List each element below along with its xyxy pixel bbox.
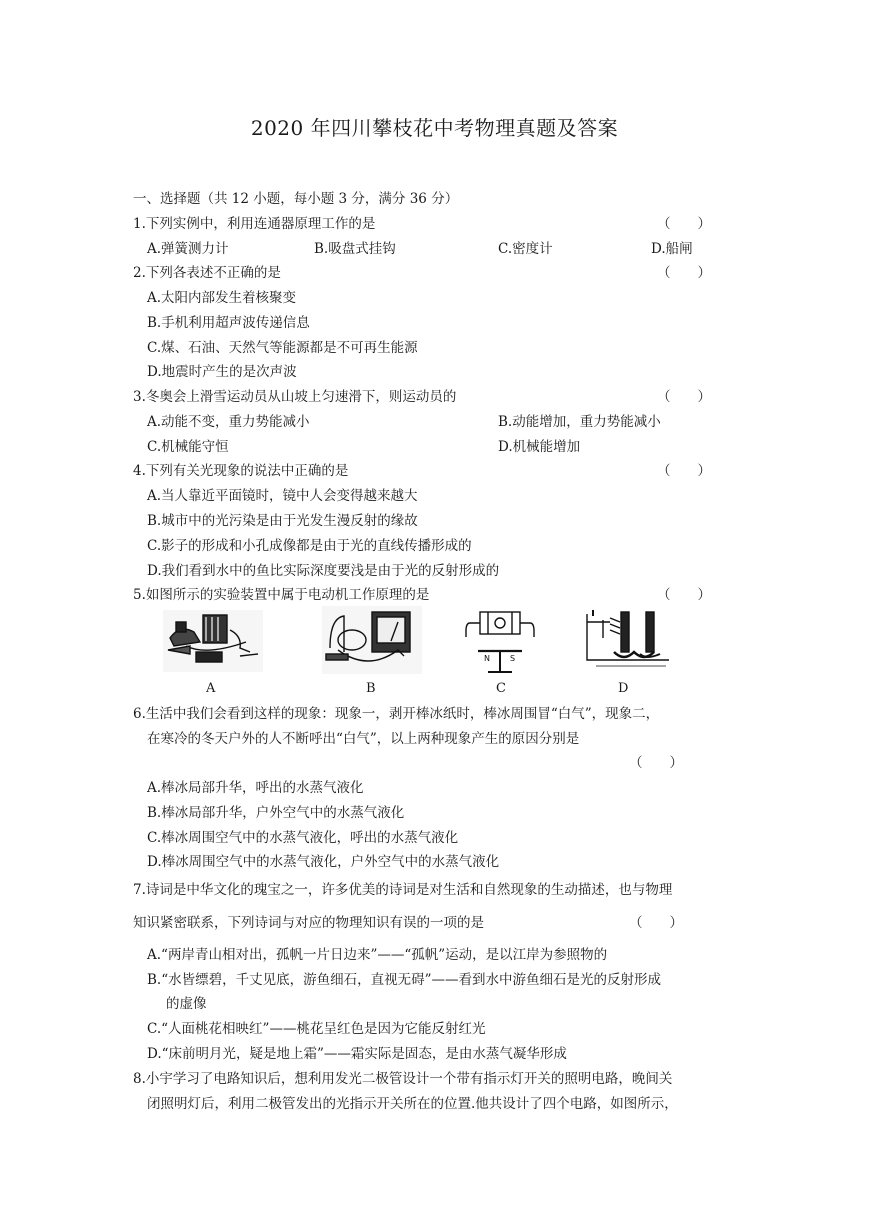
q3-option-d: D.机械能增加	[498, 439, 581, 455]
q6-answer-blank[interactable]: （ ）	[629, 755, 683, 771]
q7-option-b-cont: 的虚像	[166, 996, 207, 1012]
q3-option-c: C.机械能守恒	[147, 439, 229, 455]
q1-answer-blank[interactable]: （ ）	[657, 216, 711, 232]
q4-stem: 4.下列有关光现象的说法中正确的是	[133, 463, 349, 479]
q2-option-a: A.太阳内部发生着核聚变	[147, 290, 297, 306]
page-title: 2020 年四川攀枝花中考物理真题及答案	[250, 116, 619, 140]
q1-option-c: C.密度计	[498, 241, 553, 257]
figure-c-apparatus	[466, 612, 534, 672]
q4-option-d: D.我们看到水中的鱼比实际深度要浅是由于光的反射形成的	[147, 563, 500, 579]
q5-answer-blank[interactable]: （ ）	[657, 587, 711, 603]
q6-option-d: D.棒冰周围空气中的水蒸气液化，户外空气中的水蒸气液化	[147, 854, 500, 870]
figure-b-apparatus	[322, 606, 422, 674]
q3-stem: 3.冬奥会上滑雪运动员从山坡上匀速滑下，则运动员的	[133, 389, 457, 405]
q7-option-a: A.“两岸青山相对出，孤帆一片日边来”——“孤帆”运动，是以江岸为参照物的	[147, 947, 608, 963]
q1-option-b: B.吸盘式挂钩	[314, 241, 396, 257]
q8-stem-line2: 闭照明灯后，利用二极管发出的光指示开关所在的位置.他共设计了四个电路，如图所示，	[147, 1096, 678, 1112]
q3-option-a: A.动能不变，重力势能减小	[147, 414, 310, 430]
q2-option-d: D.地震时产生的是次声波	[147, 364, 297, 380]
q1-option-a: A.弹簧测力计	[147, 241, 229, 257]
q7-option-b: B.“水皆缥碧，千丈见底，游鱼细石，直视无碍”——看到水中游鱼细石是光的反射形成	[147, 972, 662, 988]
q8-stem-line1: 8.小宇学习了电路知识后，想利用发光二极管设计一个带有指示灯开关的照明电路，晚间关	[133, 1071, 673, 1087]
q5-stem: 5.如图所示的实验装置中属于电动机工作原理的是	[133, 587, 430, 603]
q6-option-b: B.棒冰局部升华，户外空气中的水蒸气液化	[147, 805, 405, 821]
figure-c-pole-n: N	[484, 654, 490, 663]
figure-d-apparatus	[587, 610, 669, 666]
q6-stem-line1: 6.生活中我们会看到这样的现象：现象一，剥开棒冰纸时，棒冰周围冒“白气”，现象二，	[133, 706, 660, 722]
q7-answer-blank[interactable]: （ ）	[629, 915, 683, 931]
q7-option-d: D.“床前明月光，疑是地上霜”——霜实际是固态，是由水蒸气凝华形成	[147, 1046, 567, 1062]
q1-option-d: D.船闸	[651, 241, 693, 257]
figure-label-d: D	[618, 681, 629, 696]
q4-option-c: C.影子的形成和小孔成像都是由于光的直线传播形成的	[147, 538, 472, 554]
q6-option-a: A.棒冰局部升华，呼出的水蒸气液化	[147, 780, 364, 796]
q2-answer-blank[interactable]: （ ）	[657, 265, 711, 281]
q7-option-c: C.“人面桃花相映红”——桃花呈红色是因为它能反射红光	[147, 1021, 486, 1037]
figure-label-b: B	[366, 681, 376, 696]
q1-stem: 1.下列实例中，利用连通器原理工作的是	[133, 216, 376, 232]
q4-answer-blank[interactable]: （ ）	[657, 463, 711, 479]
q4-option-a: A.当人靠近平面镜时，镜中人会变得越来越大	[147, 488, 418, 504]
q2-stem: 2.下列各表述不正确的是	[133, 265, 281, 281]
q4-option-b: B.城市中的光污染是由于光发生漫反射的缘故	[147, 513, 418, 529]
q3-option-b: B.动能增加，重力势能减小	[498, 414, 661, 430]
figure-label-a: A	[206, 681, 216, 696]
q3-answer-blank[interactable]: （ ）	[657, 389, 711, 405]
q2-option-b: B.手机利用超声波传递信息	[147, 315, 310, 331]
q2-option-c: C.煤、石油、天然气等能源都是不可再生能源	[147, 340, 418, 356]
q7-stem-line1: 7.诗词是中华文化的瑰宝之一，许多优美的诗词是对生活和自然现象的生动描述，也与物理	[133, 882, 673, 898]
figure-label-c: C	[496, 681, 506, 696]
figure-c-pole-s: S	[510, 654, 516, 663]
section-heading: 一、选择题（共 12 小题，每小题 3 分，满分 36 分）	[133, 191, 459, 207]
q6-option-c: C.棒冰周围空气中的水蒸气液化，呼出的水蒸气液化	[147, 830, 459, 846]
q6-stem-line2: 在寒冷的冬天户外的人不断呼出“白气”，以上两种现象产生的原因分别是	[147, 731, 580, 747]
q7-stem-line2: 知识紧密联系，下列诗词与对应的物理知识有误的一项的是	[133, 915, 484, 931]
figure-a-apparatus	[163, 610, 263, 672]
